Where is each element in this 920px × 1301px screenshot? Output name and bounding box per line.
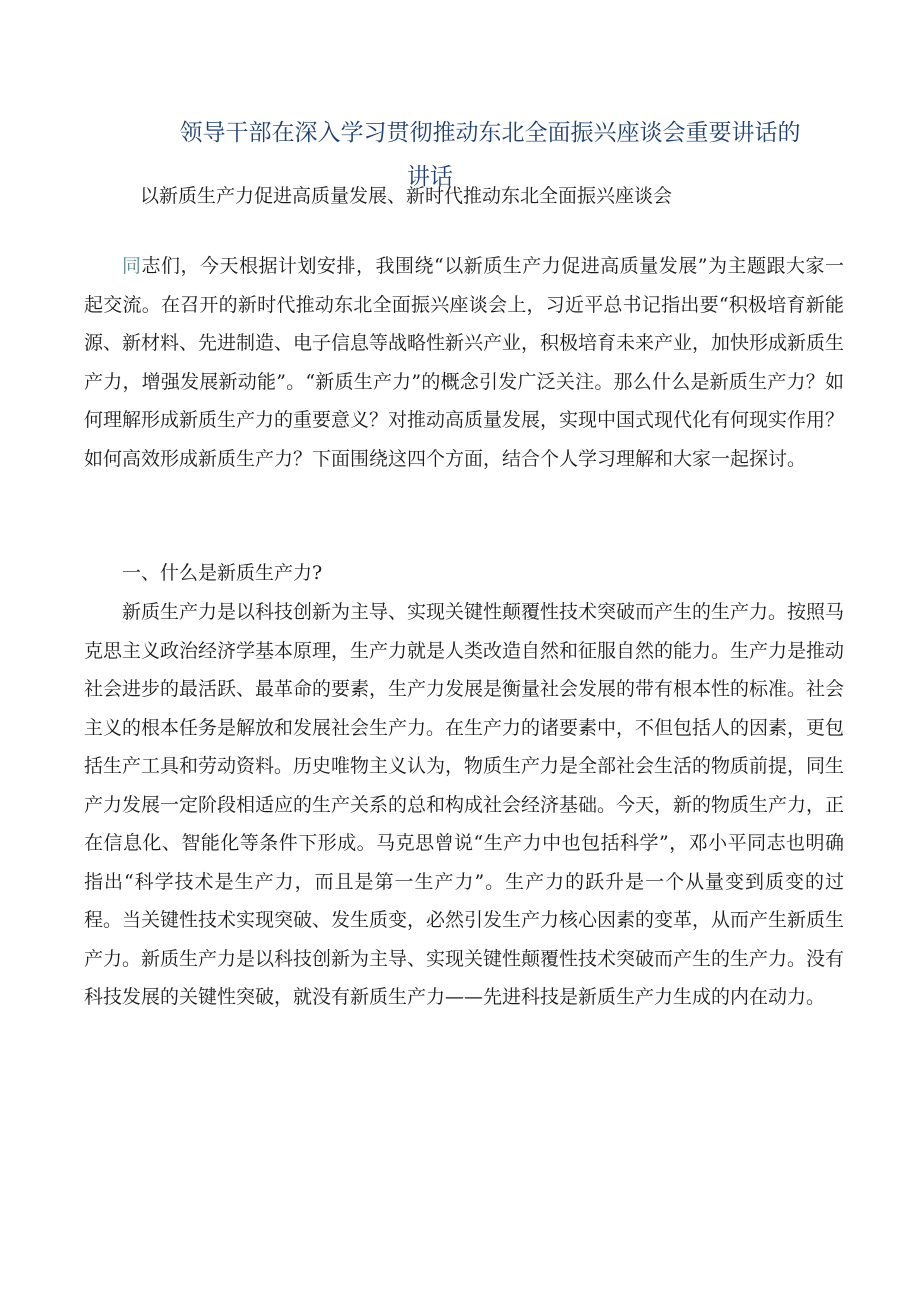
paragraph-intro [84, 247, 844, 478]
paragraph-section-1: 新质生产力是以科技创新为主导、实现关键性颠覆性技术突破而产生的生产力。按照马克思主义政治经济学基本原理，生产力就是人类改造自然和征服自然的能力。生产力是推动社会进步的最活跃、最革命的要素，生产力发展是衡量社会发展的带有根本性的标准。社会主义的根本任务是解放和发展社会生产力。在生产力的诸要素中，不但包括人的因素，更包括生产工具和劳动资料。历史唯物主义认为，物质生产力是全部社会生活的物质前提，同生产力发展一定阶段相适应的生产关系的总和构成社会经济基础。今天，新的物质生产力，正在信息化、智能化等条件下形成。马克思曾说“生产力中也包括科学”，邓小平同志也明确指出“科学技术是生产力，而且是第一生产力”。生产力的跃升是一个从量变到质变的过程。当关键性技术实现突破、发生质变，必然引发生产力核心因素的变革，从而产生新质生产力。新质生产力是以科技创新为主导、实现关键性颠覆性技术突破而产生的生产力。没有科技发展的关键性突破，就没有新质生产力——先进科技是新质生产力生成的内在动力。 [84, 601, 844, 1008]
section-heading-1: 一、什么是新质生产力? [122, 562, 323, 584]
paragraph-intro-first-char: 同 [122, 255, 142, 277]
paragraph-intro-text: 志们，今天根据计划安排，我围绕“以新质生产力促进高质量发展”为主题跟大家一起交流。在召开的新时代推动东北全面振兴座谈会上，习近平总书记指出要“积极培育新能源、新材料、先进制造、电子信息等战略性新兴产业，积极培育未来产业，加快形成新质生产力，增强发展新动能”。“新质生产力”的概念引发广泛关注。那么什么是新质生产力？如何理解形成新质生产力的重要意义？对推动高质量发展，实现中国式现代化有何现实作用？如何高效形成新质生产力？下面围绕这四个方面，结合个人学习理解和大家一起探讨。 [84, 255, 844, 470]
document-title-line2: 讲话 [407, 164, 453, 190]
document-title-line1: 领导干部在深入学习贯彻推动东北全面振兴座谈会重要讲话的 [179, 120, 801, 146]
document-subtitle: 以新质生产力促进高质量发展、新时代推动东北全面振兴座谈会 [140, 185, 673, 207]
